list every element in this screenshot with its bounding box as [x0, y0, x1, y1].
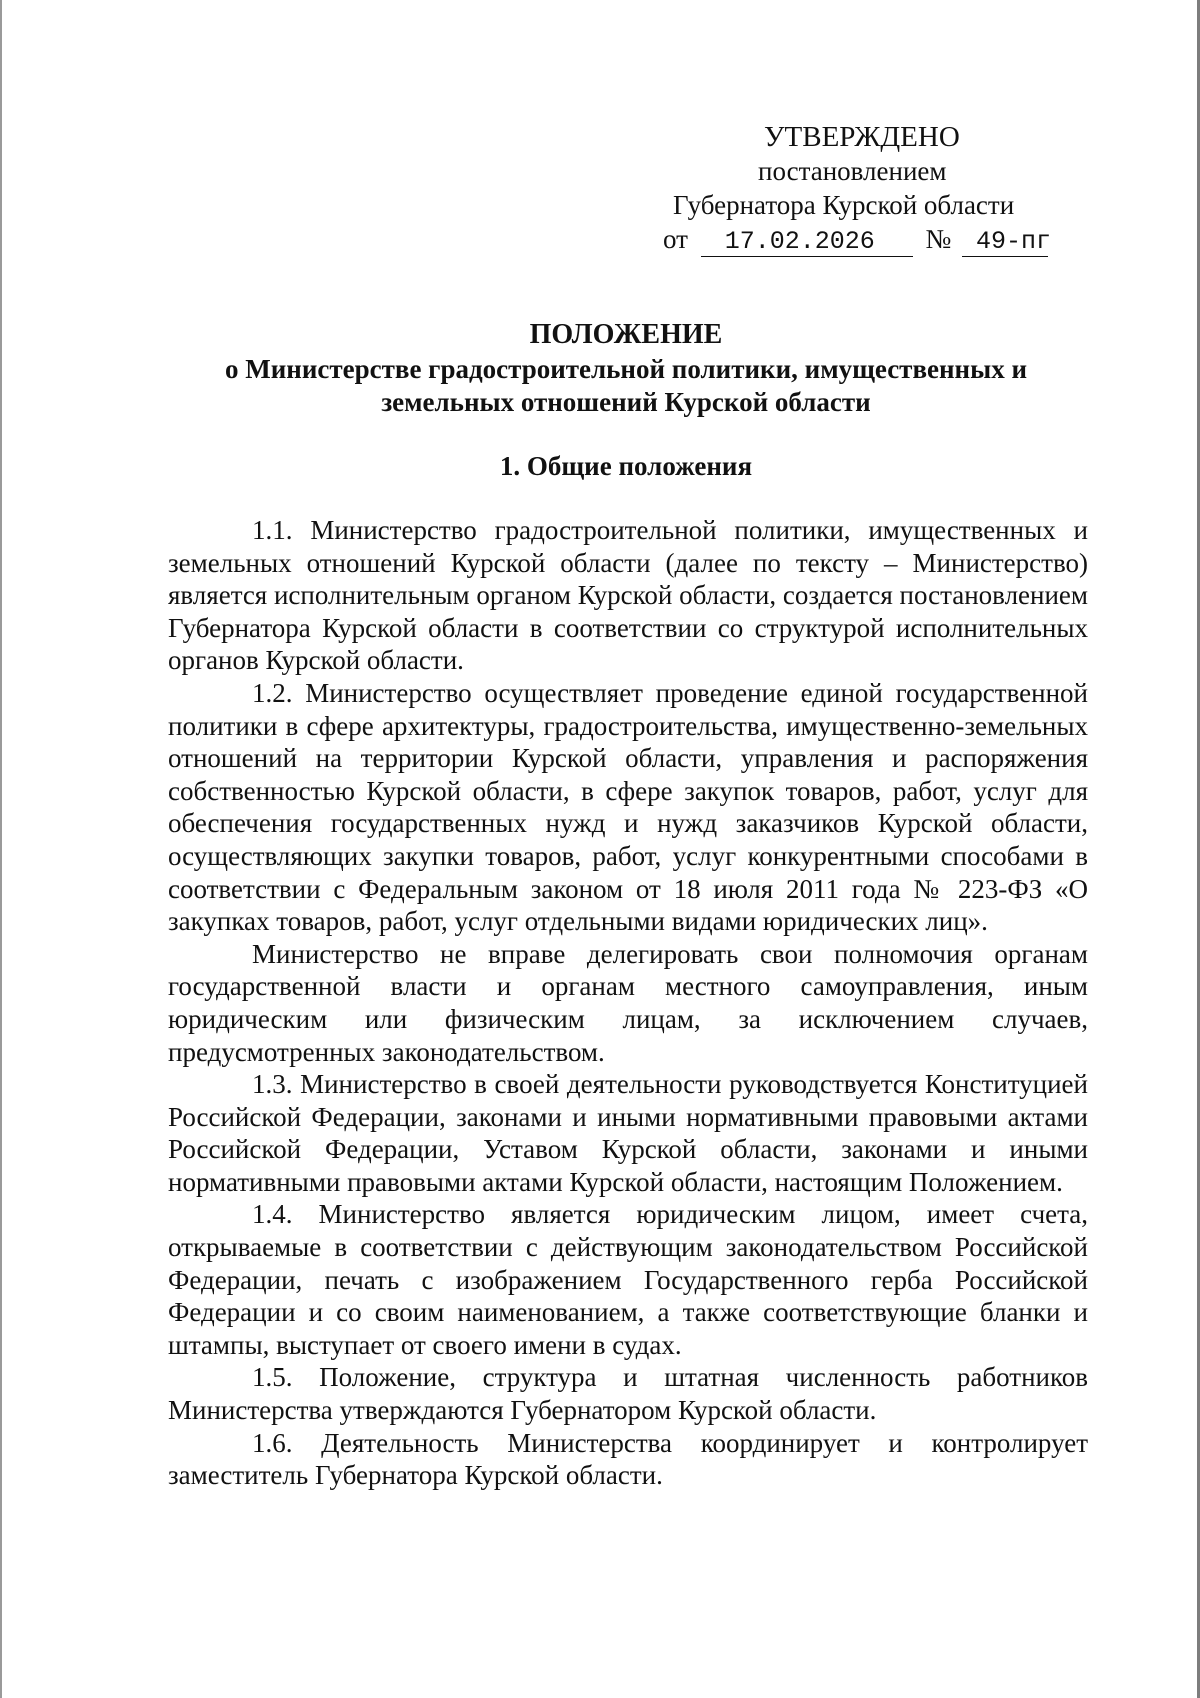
approval-line-governor: Губернатора Курской области — [673, 190, 1015, 220]
title-line-2: земельных отношений Курской области — [381, 387, 871, 417]
paragraph-1-3: 1.3. Министерство в своей деятельности руководствуется Конституцией Российской Федерации, законами и иными нормативными правовыми актами Российской Федерации, Уставом Курской области, законами и иными нормативными правовыми актами Курской области, настоящим Положением. — [168, 1069, 1088, 1197]
approval-date: 17.02.2026 — [701, 228, 913, 257]
paragraph-1-2: 1.2. Министерство осуществляет проведение единой государственной политики в сфере архитектуры, градостроительства, имущественно-земельных отношений на территории Курской области, управления и распоряжения собственностью Курской области, в сфере закупок товаров, работ, услуг для обеспечения государственных нужд и нужд заказчиков Курской области, осуществляющих закупки товаров, работ, услуг конкурентными способами в соответствии с Федеральным законом от 18 июля 2011 года № 223-ФЗ «О закупках товаров, работ, услуг отдельными видами юридических лиц». — [168, 677, 1088, 937]
title-main: ПОЛОЖЕНИЕ — [529, 319, 723, 350]
paragraph-1-1: 1.1. Министерство градостроительной политики, имущественных и земельных отношений Курской области (далее по тексту – Министерство) является исполнительным органом Курской области, создается постановлением Губернатора Курской области в соответствии со структурой исполнительных органов Курской области. — [168, 515, 1088, 676]
scan-edge-left — [0, 0, 2, 1698]
approval-heading: УТВЕРЖДЕНО — [764, 121, 960, 153]
document-body — [168, 514, 1088, 1492]
approval-from-label: от — [663, 224, 688, 254]
section-heading: 1. Общие положения — [499, 451, 753, 481]
approval-number: 49-пг — [962, 228, 1048, 257]
approval-line-decree: постановлением — [758, 156, 947, 186]
paragraph-1-5: 1.5. Положение, структура и штатная численность работников Министерства утверждаются Губернатором Курской области. — [168, 1362, 1088, 1426]
paragraph-1-6: 1.6. Деятельность Министерства координирует и контролирует заместитель Губернатора Курской области. — [168, 1427, 1088, 1491]
approval-block — [620, 120, 1060, 257]
paragraph-delegation: Министерство не вправе делегировать свои полномочия органам государственной власти и органам местного самоуправления, иным юридическим или физическим лицам, за исключением случаев, предусмотренных законодательством. — [168, 938, 1088, 1067]
document-title — [168, 318, 1084, 419]
title-line-1: о Министерстве градостроительной политики, имущественных и — [224, 354, 1028, 384]
approval-date-line — [620, 222, 1060, 257]
approval-number-label: № — [925, 224, 952, 254]
paragraph-1-4: 1.4. Министерство является юридическим лицом, имеет счета, открываемые в соответствии с действующим законодательством Российской Федерации, печать с изображением Государственного герба Российской Федерации и со своим наименованием, а также соответствующие бланки и штампы, выступает от своего имени в судах. — [168, 1199, 1088, 1360]
